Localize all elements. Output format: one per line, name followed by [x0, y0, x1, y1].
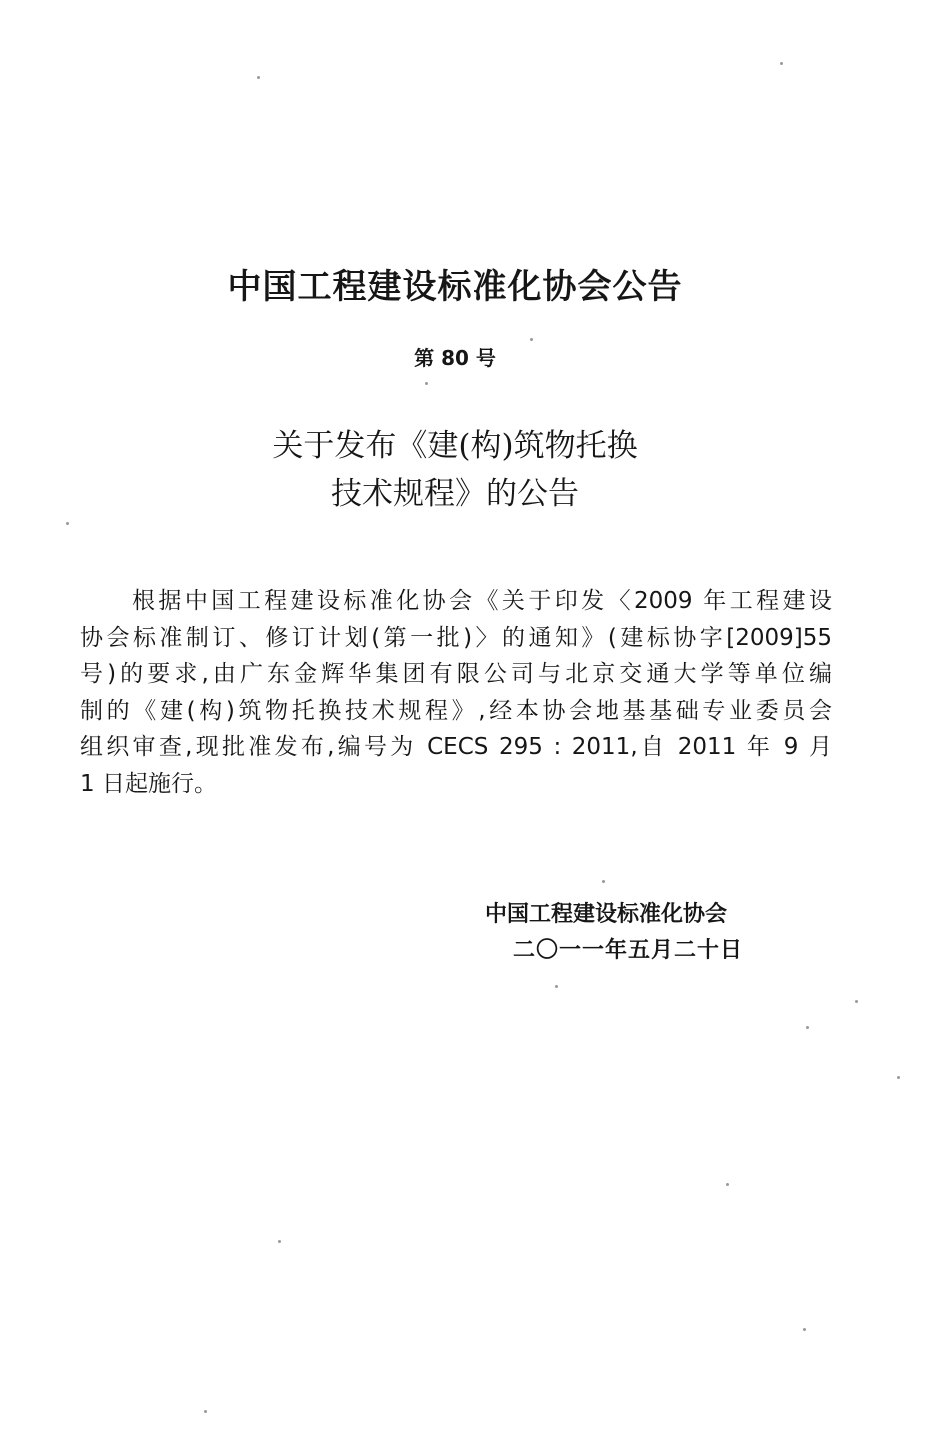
scan-speck	[278, 1240, 281, 1243]
scan-speck	[204, 1410, 207, 1413]
announcement-subtitle	[0, 422, 910, 518]
body-line: 制的《建(构)筑物托换技术规程》,经本协会地基基础专业委员会	[80, 697, 832, 724]
scan-speck	[780, 62, 783, 65]
signature-block	[485, 897, 785, 969]
body-line: 协会标准制订、修订计划(第一批)〉的通知》(建标协字[2009]55	[80, 624, 832, 651]
scan-speck	[602, 880, 605, 883]
body-line: 根据中国工程建设标准化协会《关于印发〈2009 年工程建设	[132, 588, 832, 614]
scan-speck	[555, 985, 558, 988]
scan-speck	[806, 1026, 809, 1029]
subtitle-line: 关于发布《建(构)筑物托换	[272, 428, 638, 464]
announcement-title: 中国工程建设标准化协会公告	[227, 267, 683, 307]
scan-speck	[66, 522, 69, 525]
subtitle-line: 技术规程》的公告	[331, 476, 579, 512]
body-line: 组织审查,现批准发布,编号为 CECS 295 : 2011,自 2011 年 9 月	[80, 734, 832, 760]
announcement-number: 第 80 号	[414, 346, 496, 370]
scan-speck	[530, 338, 533, 341]
scan-speck	[726, 1183, 729, 1186]
signature-date: 二〇一一年五月二十日	[513, 938, 744, 963]
body-line: 1 日起施行。	[80, 770, 217, 797]
announcement-body	[80, 583, 832, 802]
body-line: 号)的要求,由广东金辉华集团有限公司与北京交通大学等单位编	[80, 661, 832, 687]
scan-speck	[425, 382, 428, 385]
scan-speck	[897, 1076, 900, 1079]
scan-speck	[257, 76, 260, 79]
scan-speck	[855, 1000, 858, 1003]
scan-speck	[803, 1328, 806, 1331]
signature-organization: 中国工程建设标准化协会	[485, 902, 728, 927]
